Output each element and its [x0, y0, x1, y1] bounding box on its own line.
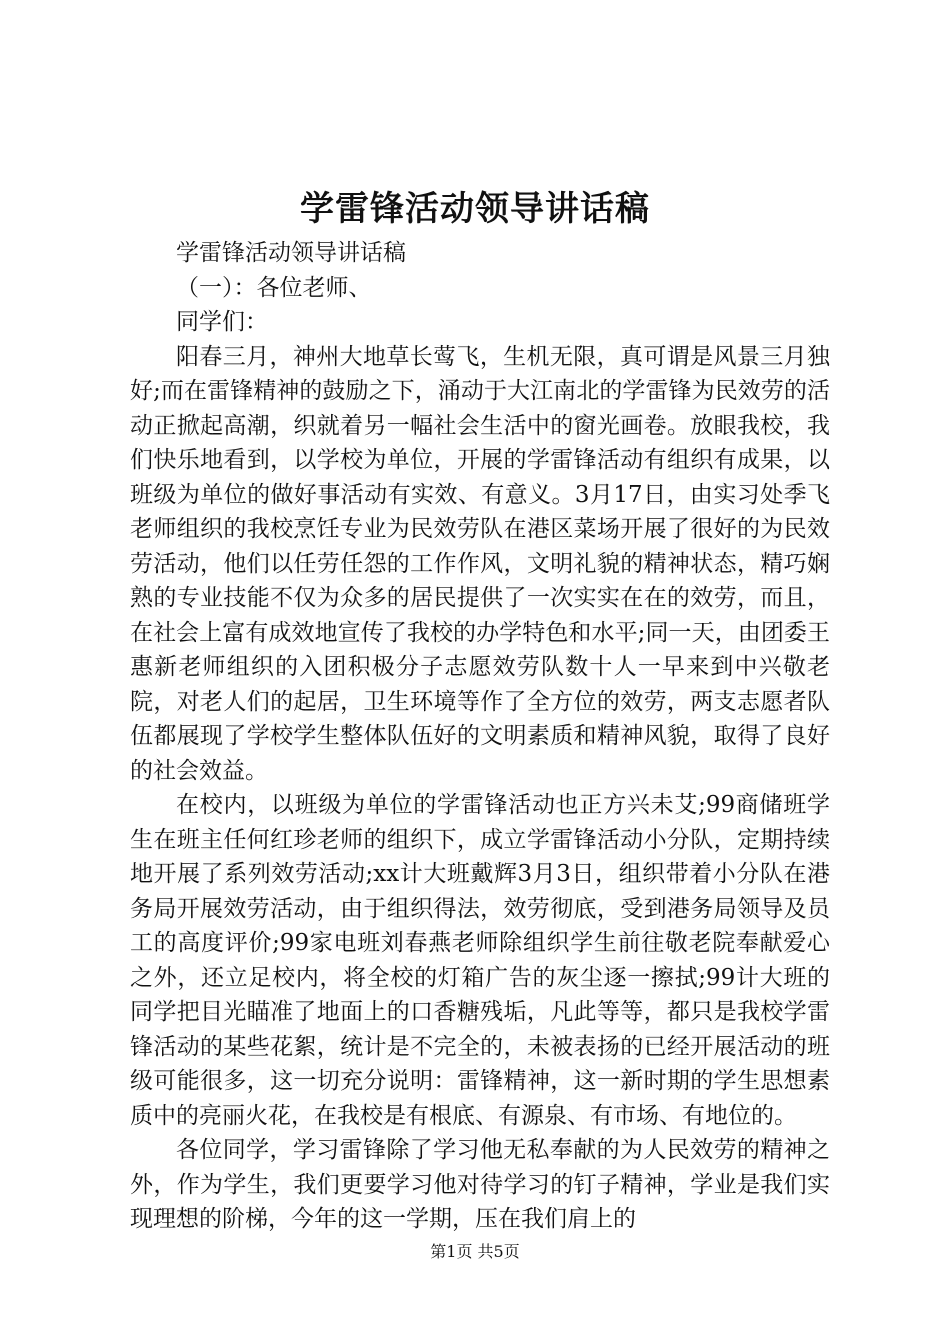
body-paragraph: 阳春三月，神州大地草长莺飞，生机无限，真可谓是风景三月独好;而在雷锋精神的鼓励之下，涌动于大江南北的学雷锋为民效劳的活动正掀起高潮，织就着另一幅社会生活中的窗光画卷。放眼我校，我们快乐地看到，以学校为单位，开展的学雷锋活动有组织有成果，以班级为单位的做好事活动有实效、有意义。3月17日，由实习处季飞老师组织的我校烹饪专业为民效劳队在港区菜场开展了很好的为民效劳活动，他们以任劳任怨的工作作风，文明礼貌的精神状态，精巧娴熟的专业技能不仅为众多的居民提供了一次实实在在的效劳，而且，在社会上富有成效地宣传了我校的办学特色和水平;同一天，由团委王惠新老师组织的入团积极分子志愿效劳队数十人一早来到中兴敬老院，对老人们的起居，卫生环境等作了全方位的效劳，两支志愿者队伍都展现了学校学生整体队伍好的文明素质和精神风貌，取得了良好的社会效益。	[130, 343, 830, 784]
salutation-paragraph: 同学们：	[176, 309, 268, 335]
body-paragraph: 各位同学，学习雷锋除了学习他无私奉献的为人民效劳的精神之外，作为学生，我们更要学习他对待学习的钉子精神，学业是我们实现理想的阶梯，今年的这一学期，压在我们肩上的	[130, 1137, 830, 1232]
document-title: 学雷锋活动领导讲话稿	[300, 189, 650, 229]
page-number-footer: 第1页 共5页	[430, 1242, 520, 1261]
section-heading-paragraph: （一）：各位老师、	[176, 274, 372, 301]
document-body	[130, 236, 830, 1237]
subtitle-paragraph: 学雷锋活动领导讲话稿	[176, 240, 406, 266]
body-paragraph: 在校内，以班级为单位的学雷锋活动也正方兴未艾;99商储班学生在班主任何红珍老师的组织下，成立学雷锋活动小分队，定期持续地开展了系列效劳活动;xx计大班戴辉3月3日，组织带着小分队在港务局开展效劳活动，由于组织得法，效劳彻底，受到港务局领导及员工的高度评价;99家电班刘春燕老师除组织学生前往敬老院奉献爱心之外，还立足校内，将全校的灯箱广告的灰尘逐一擦拭;99计大班的同学把目光瞄准了地面上的口香糖残垢，凡此等等，都只是我校学雷锋活动的某些花絮，统计是不完全的，未被表扬的已经开展活动的班级可能很多，这一切充分说明：雷锋精神，这一新时期的学生思想素质中的亮丽火花，在我校是有根底、有源泉、有市场、有地位的。	[130, 792, 830, 1129]
